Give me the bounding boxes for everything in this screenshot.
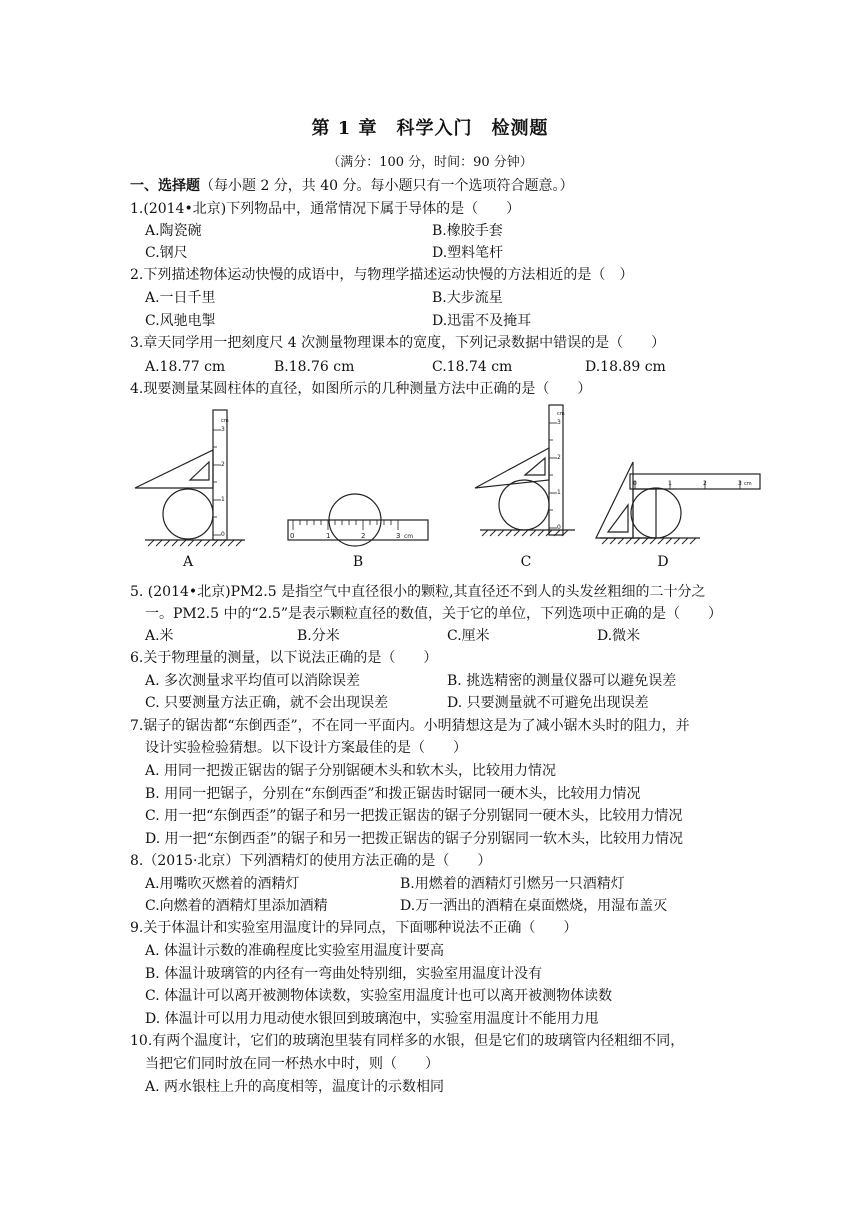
q2-option-d: D.迅雷不及掩耳 xyxy=(432,313,532,329)
figure-label-b: B xyxy=(352,554,364,570)
q6-option-a: A. 多次测量求平均值可以消除误差 xyxy=(145,673,361,689)
figure-a-tick-0: 0 xyxy=(221,531,225,538)
q1-option-b: B.橡胶手套 xyxy=(432,223,503,239)
q8-option-a: A.用嘴吹灭燃着的酒精灯 xyxy=(145,876,300,892)
q10-line2: 当把它们同时放在同一杯热水中时，则（ ） xyxy=(145,1056,439,1072)
q5-option-a: A.米 xyxy=(145,628,174,644)
figure-a-unit: cm xyxy=(221,418,229,424)
figure-a xyxy=(135,410,245,546)
figure-a-tick-3: 3 xyxy=(221,426,225,433)
measurement-figure xyxy=(130,400,770,575)
q9-option-d: D. 体温计可以用力甩动使水银回到玻璃泡中，实验室用温度计不能用力甩 xyxy=(145,1011,599,1027)
q2-option-c: C.风驰电掣 xyxy=(145,313,216,329)
section-note: （每小题 2 分，共 40 分。每小题只有一个选项符合题意。） xyxy=(200,178,574,194)
figure-a-tick-2: 2 xyxy=(221,461,225,468)
q10-line1: 10.有两个温度计，它们的玻璃泡里装有同样多的水银，但是它们的玻璃管内径粗细不同， xyxy=(130,1033,685,1049)
q7-option-b: B. 用同一把锯子，分别在“东倒西歪”和拨正锯齿时锯同一硬木头，比较用力情况 xyxy=(145,786,641,802)
q8-option-c: C.向燃着的酒精灯里添加酒精 xyxy=(145,898,328,914)
q7-line1: 7.锯子的锯齿都“东倒西歪”，不在同一平面内。小明猜想这是为了减小锯木头时的阻力，并 xyxy=(130,718,690,734)
figure-label-c: C xyxy=(520,554,532,570)
q3-option-a: A.18.77 cm xyxy=(145,359,226,375)
figure-b-tick-0: 0 xyxy=(290,532,295,540)
q6-option-b: B. 挑选精密的测量仪器可以避免误差 xyxy=(447,673,677,689)
q7-option-c: C. 用一把“东倒西歪”的锯子和另一把拨正锯齿的锯子分别锯同一硬木头，比较用力情况 xyxy=(145,808,683,824)
q1-option-c: C.钢尺 xyxy=(145,245,188,261)
figure-b-tick-1: 1 xyxy=(326,532,331,540)
figure-c-tick-1: 1 xyxy=(557,489,561,496)
figure-d-tick-0: 0 xyxy=(633,480,637,487)
q3-option-c: C.18.74 cm xyxy=(432,359,513,375)
figure-d-unit: cm xyxy=(744,481,752,487)
q2-stem: 2.下列描述物体运动快慢的成语中，与物理学描述运动快慢的方法相近的是（ ） xyxy=(130,267,634,283)
figure-label-d: D xyxy=(657,554,669,570)
q6-stem: 6.关于物理量的测量，以下说法正确的是（ ） xyxy=(130,650,438,666)
q3-option-b: B.18.76 cm xyxy=(274,359,355,375)
page-subtitle: （满分：100 分，时间：90 分钟） xyxy=(327,155,533,170)
q5-option-c: C.厘米 xyxy=(447,628,490,644)
q5-line2: 一。PM2.5 中的“2.5”是表示颗粒直径的数值，关于它的单位，下列选项中正确的是（ ） xyxy=(145,606,723,622)
q9-option-c: C. 体温计可以离开被测物体读数，实验室用温度计也可以离开被测物体读数 xyxy=(145,988,613,1004)
figure-d-tick-3: 3 xyxy=(738,480,742,487)
q4-stem: 4.现要测量某圆柱体的直径，如图所示的几种测量方法中正确的是（ ） xyxy=(130,381,592,397)
q9-stem: 9.关于体温计和实验室用温度计的异同点，下面哪种说法不正确（ ） xyxy=(130,920,578,936)
figure-d-tick-2: 2 xyxy=(703,480,707,487)
q1-option-a: A.陶瓷碗 xyxy=(145,223,202,239)
q5-option-d: D.微米 xyxy=(597,628,641,644)
q9-option-a: A. 体温计示数的准确程度比实验室用温度计要高 xyxy=(145,943,445,959)
figure-c-unit: cm xyxy=(557,411,565,417)
q7-option-a: A. 用同一把拨正锯齿的锯子分别锯硬木头和软木头，比较用力情况 xyxy=(145,763,557,779)
page-title: 第 1 章 科学入门 检测题 xyxy=(311,118,549,139)
q1-option-d: D.塑料笔杆 xyxy=(432,245,504,261)
section-heading xyxy=(130,176,574,196)
q6-option-c: C. 只要测量方法正确，就不会出现误差 xyxy=(145,695,389,711)
q1-stem: 1.(2014•北京)下列物品中，通常情况下属于导体的是（ ） xyxy=(130,201,521,217)
figure-c-tick-0: 0 xyxy=(557,524,561,531)
q5-option-b: B.分米 xyxy=(297,628,340,644)
q7-option-d: D. 用一把“东倒西歪”的锯子和另一把拨正锯齿的锯子分别锯同一软木头，比较用力情况 xyxy=(145,831,683,847)
figure-d-tick-1: 1 xyxy=(668,480,672,487)
figure-label-a: A xyxy=(182,554,194,570)
section-label: 一、选择题 xyxy=(130,178,200,194)
figure-d xyxy=(596,462,760,544)
q3-option-d: D.18.89 cm xyxy=(585,359,666,375)
q6-option-d: D. 只要测量就不可避免出现误差 xyxy=(447,695,649,711)
figure-c-tick-3: 3 xyxy=(557,419,561,426)
q2-option-a: A.一日千里 xyxy=(145,290,216,306)
q3-stem: 3.章天同学用一把刻度尺 4 次测量物理课本的宽度，下列记录数据中错误的是（ ） xyxy=(130,335,666,351)
figure-c-tick-2: 2 xyxy=(557,454,561,461)
q7-line2: 设计实验检验猜想。以下设计方案最佳的是（ ） xyxy=(145,740,467,756)
q10-option-a: A. 两水银柱上升的高度相等，温度计的示数相同 xyxy=(145,1079,445,1095)
q9-option-b: B. 体温计玻璃管的内径有一弯曲处特别细，实验室用温度计没有 xyxy=(145,966,543,982)
figure-b-tick-2: 2 xyxy=(361,532,366,540)
q2-option-b: B.大步流星 xyxy=(432,290,503,306)
figure-a-tick-1: 1 xyxy=(221,496,225,503)
q5-line1: 5. (2014•北京)PM2.5 是指空气中直径很小的颗粒,其直径还不到人的头发丝粗细的二十分之 xyxy=(130,584,706,600)
figure-b-unit: cm xyxy=(404,533,414,540)
q8-option-b: B.用燃着的酒精灯引燃另一只酒精灯 xyxy=(400,876,625,892)
q8-stem: 8.（2015·北京）下列酒精灯的使用方法正确的是（ ） xyxy=(130,853,492,869)
q8-option-d: D.万一洒出的酒精在桌面燃烧，用湿布盖灭 xyxy=(400,898,668,914)
figure-b-tick-3: 3 xyxy=(396,532,401,540)
